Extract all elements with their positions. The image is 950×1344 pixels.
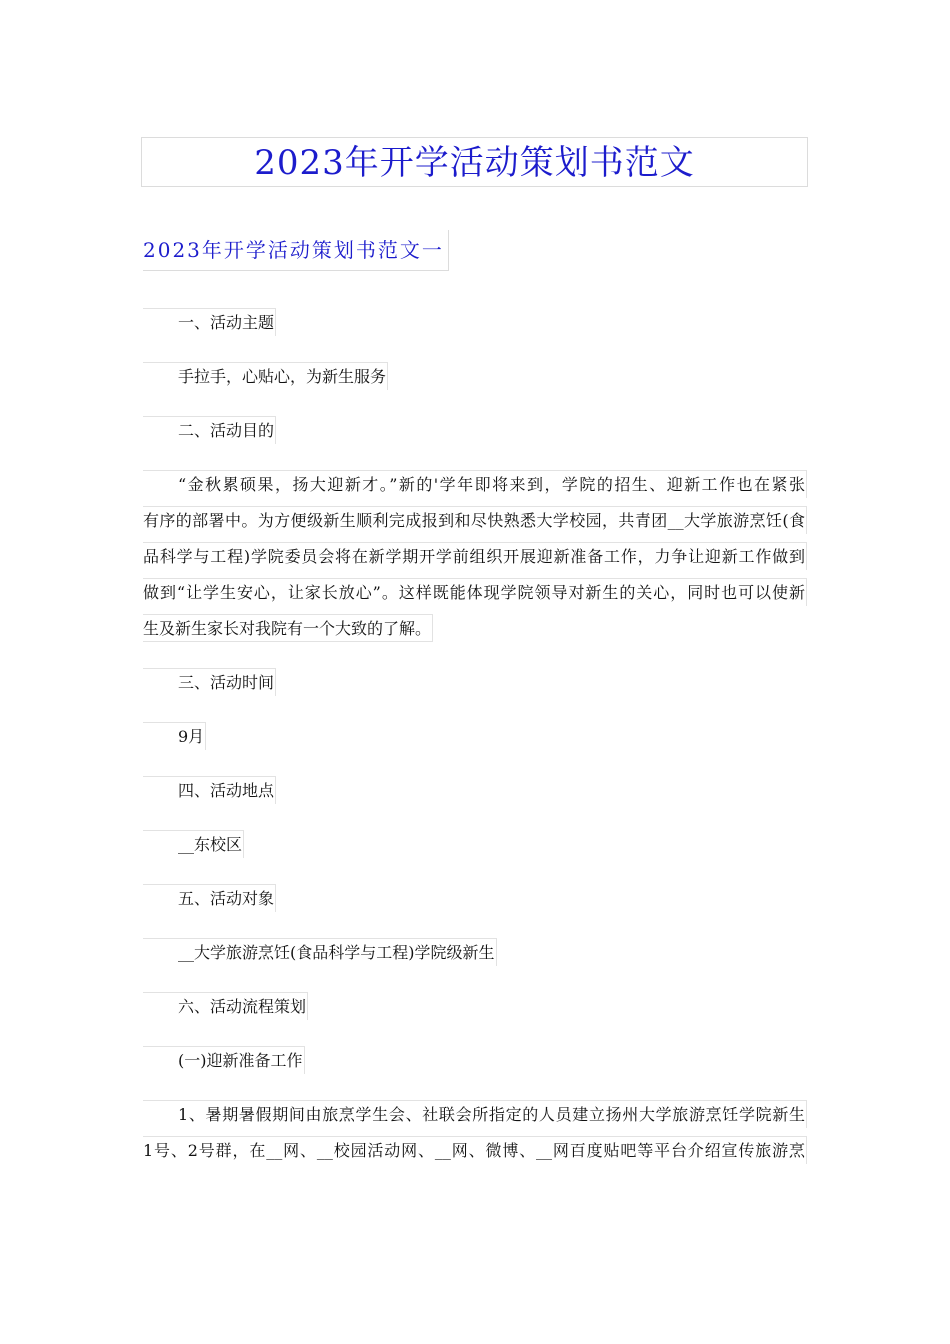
- heading-activity-flow: 六、活动流程策划: [143, 992, 308, 1020]
- activity-audience-text: __大学旅游烹饪(食品科学与工程)学院级新生: [143, 938, 497, 966]
- purpose-line: 生及新生家长对我院有一个大致的了解。: [143, 614, 433, 642]
- purpose-line: 有序的部署中。为方便级新生顺利完成报到和尽快熟悉大学校园，共青团__大学旅游烹饪(食: [143, 506, 807, 534]
- activity-theme-text: 手拉手，心贴心，为新生服务: [143, 362, 388, 390]
- document-title-box: [141, 137, 808, 187]
- purpose-line: 品科学与工程)学院委员会将在新学期开学前组织开展迎新准备工作，力争让迎新工作做到: [143, 542, 807, 570]
- heading-activity-time: 三、活动时间: [143, 668, 276, 696]
- heading-activity-theme: 一、活动主题: [143, 308, 276, 336]
- flow-line: 1号、2号群，在__网、__校园活动网、__网、微博、__网百度贴吧等平台介绍宣传旅游烹: [143, 1136, 807, 1164]
- purpose-line: 做到“让学生安心，让家长放心”。这样既能体现学院领导对新生的关心，同时也可以使新: [143, 578, 807, 606]
- flow-line: 1、暑期暑假期间由旅烹学生会、社联会所指定的人员建立扬州大学旅游烹饪学院新生: [143, 1100, 807, 1128]
- heading-activity-place: 四、活动地点: [143, 776, 276, 804]
- activity-time-text: 9月: [143, 722, 206, 750]
- heading-activity-purpose: 二、活动目的: [143, 416, 276, 444]
- section-title: 2023年开学活动策划书范文一: [143, 230, 449, 271]
- purpose-line: “金秋累硕果，扬大迎新才。”新的'学年即将来到，学院的招生、迎新工作也在紧张: [143, 470, 807, 498]
- subheading-preparation: (一)迎新准备工作: [143, 1046, 305, 1074]
- document-title: 2023年开学活动策划书范文: [254, 143, 695, 183]
- activity-place-text: __东校区: [143, 830, 244, 858]
- heading-activity-audience: 五、活动对象: [143, 884, 276, 912]
